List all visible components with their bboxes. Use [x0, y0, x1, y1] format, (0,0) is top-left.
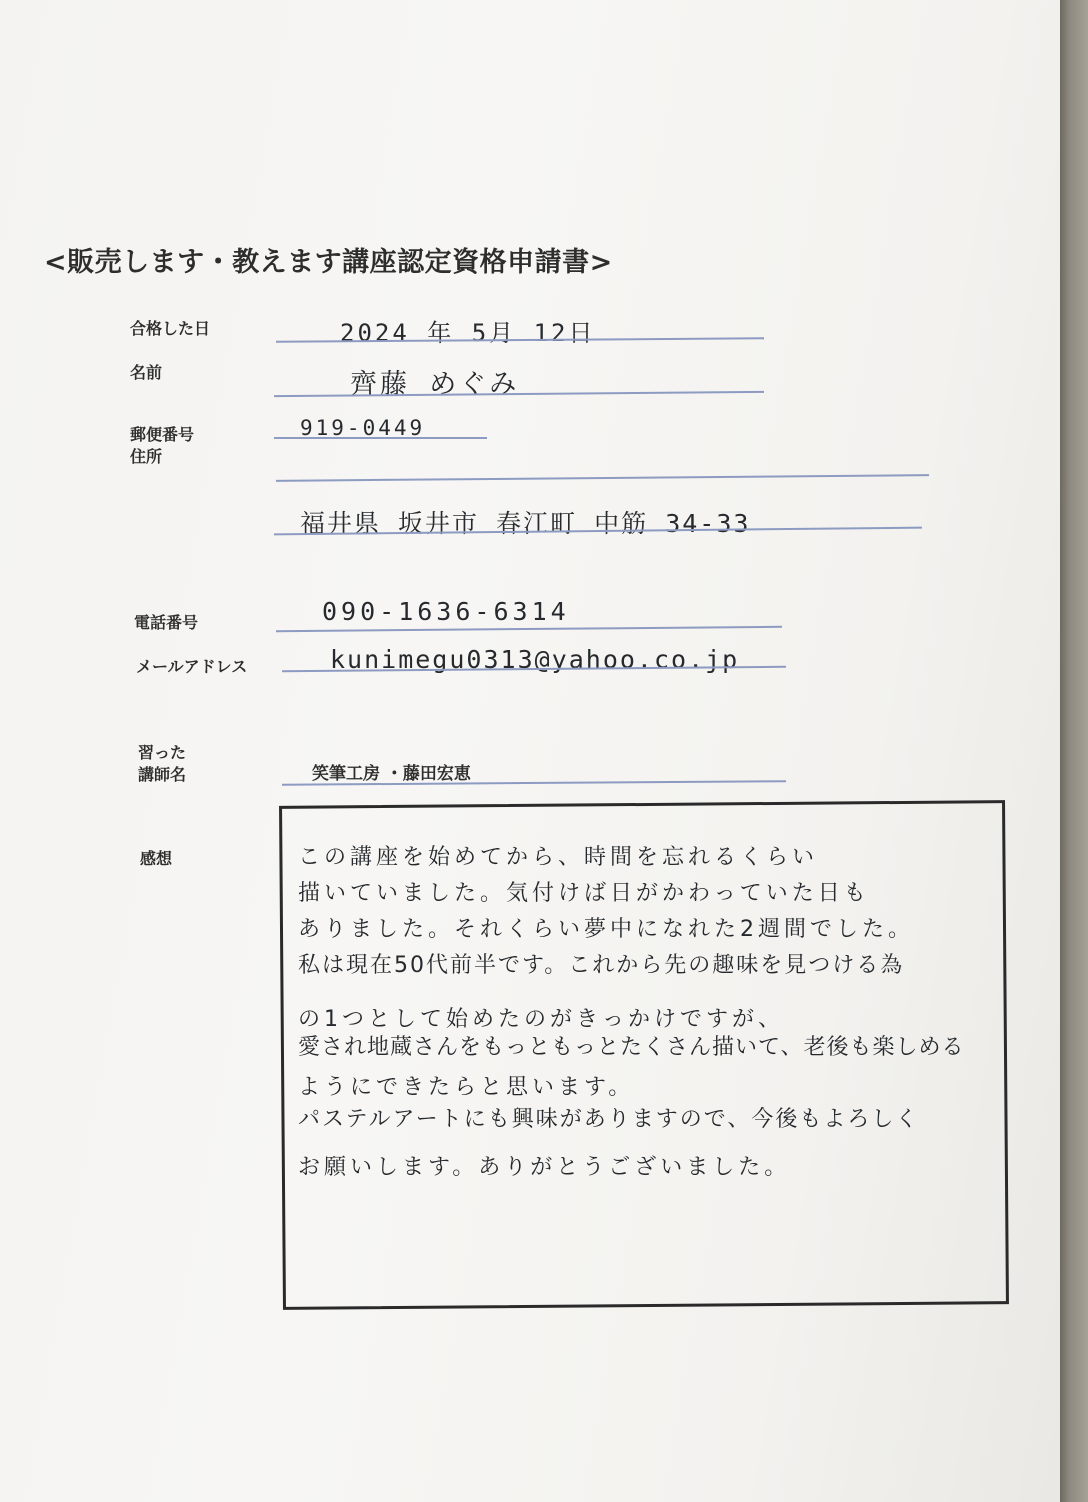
- impressions-line-1: この講座を始めてから、時間を忘れるくらい: [298, 845, 819, 870]
- impressions-line-3: ありました。それくらい夢中になれた2週間でした。: [298, 917, 914, 942]
- impressions-line-4: 私は現在50代前半です。これから先の趣味を見つける為: [298, 953, 905, 978]
- name-value[interactable]: 齊藤 めぐみ: [350, 369, 520, 400]
- phone-value[interactable]: 090-1636-6314: [322, 597, 570, 626]
- name-label: 名前: [130, 363, 163, 382]
- impressions-line-5: の1つとして始めたのがきっかけですが、: [298, 1007, 784, 1032]
- postal-code-value[interactable]: 919-0449: [300, 416, 426, 440]
- form-title: <販売します・教えます講座認定資格申請書>: [44, 247, 613, 278]
- phone-label: 電話番号: [134, 613, 199, 632]
- instructor-label-line1: 習った: [138, 743, 187, 762]
- address-value[interactable]: 福井県 坂井市 春江町 中筋 34-33: [300, 509, 751, 538]
- table-surface-edge: [1060, 0, 1088, 1502]
- impressions-line-6: 愛され地蔵さんをもっともっとたくさん描いて、老後も楽しめる: [298, 1035, 965, 1060]
- instructor-label-line2: 講師名: [138, 765, 187, 784]
- pass-date-label: 合格した日: [130, 319, 211, 338]
- email-value[interactable]: kunimegu0313@yahoo.co.jp: [330, 645, 740, 674]
- instructor-value[interactable]: 笑筆工房 ・藤田宏恵: [312, 764, 471, 784]
- impressions-line-9: お願いします。ありがとうございました。: [298, 1155, 791, 1180]
- email-label: メールアドレス: [136, 657, 248, 676]
- postal-code-underline: [274, 437, 487, 439]
- impressions-label: 感想: [140, 849, 173, 868]
- address-label: 住所: [130, 447, 163, 466]
- impressions-line-8: パステルアートにも興味がありますので、今後もよろしく: [298, 1107, 920, 1132]
- impressions-line-2: 描いていました。気付けば日がかわっていた日も: [298, 881, 870, 906]
- impressions-line-7: ようにできたらと思います。: [298, 1075, 635, 1100]
- postal-code-label: 郵便番号: [130, 425, 195, 444]
- pass-date-value[interactable]: 2024 年 5月 12日: [340, 319, 596, 347]
